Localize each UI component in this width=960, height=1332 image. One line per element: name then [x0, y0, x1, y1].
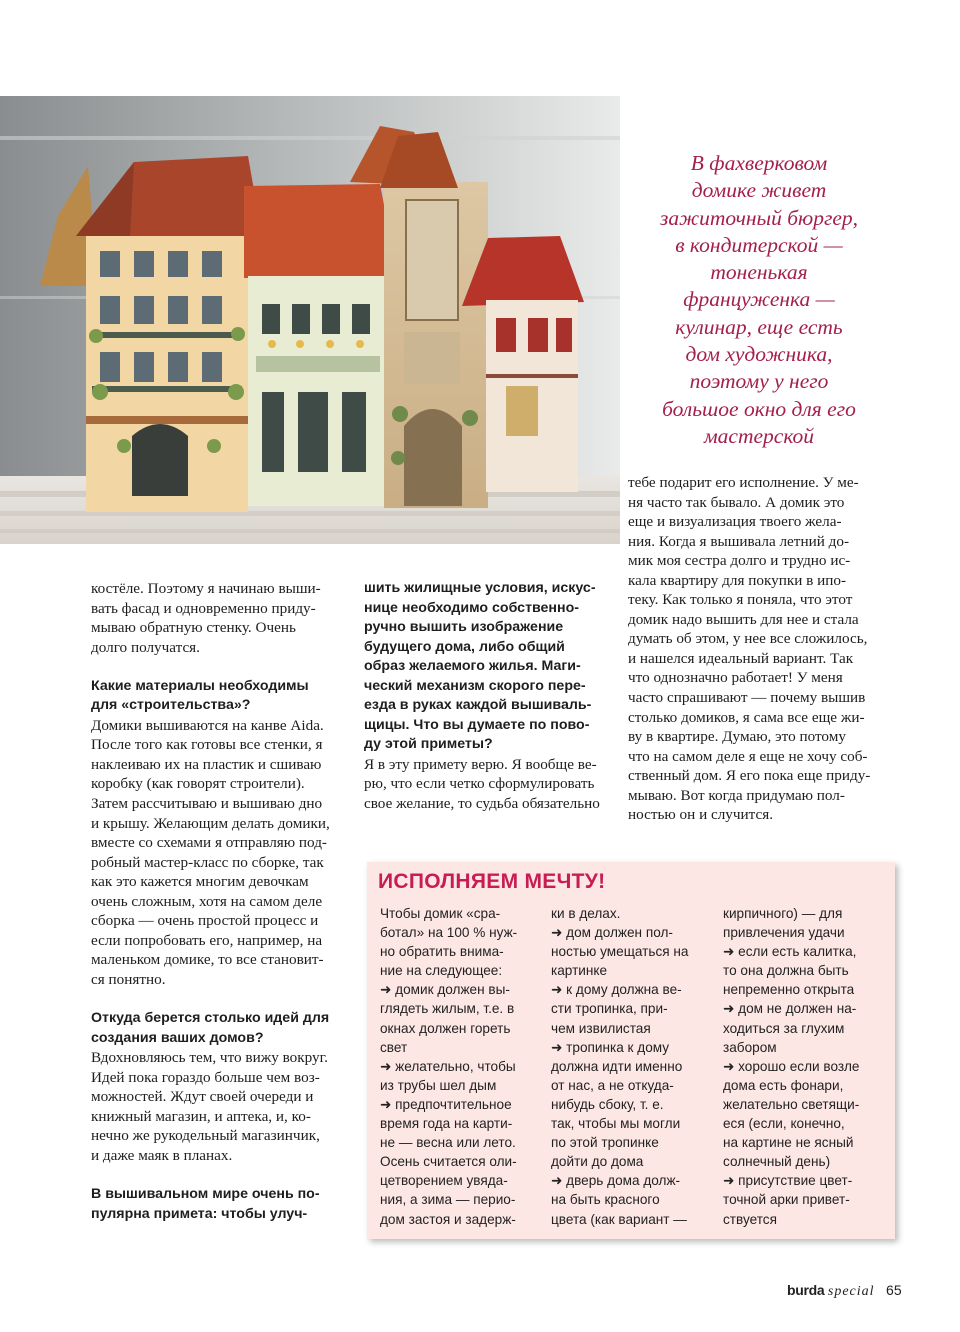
- tips-line: ходиться за глухим: [723, 1020, 845, 1036]
- pull-quote-line: домике живет: [691, 178, 827, 203]
- tips-line: ➜ тропинка к дому: [551, 1039, 670, 1055]
- article-line: что на самом деле я еще не хочу соб-: [628, 747, 868, 765]
- article-line: если попробовать его, например, на: [91, 931, 323, 949]
- article-column-2: [364, 579, 626, 814]
- pull-quote: [636, 150, 882, 450]
- article-line: еще и визуализация твоего жела-: [628, 513, 842, 531]
- tips-line: ➜ дом не должен на-: [723, 1001, 857, 1017]
- tips-line: еся (если, конечно,: [723, 1116, 845, 1132]
- article-line: для «строительства»?: [91, 697, 251, 714]
- article-line: часто спрашивают — почему вышив: [628, 689, 866, 707]
- tips-line: по этой тропинке: [551, 1135, 659, 1151]
- article-line: ручно вышить изображение: [364, 619, 564, 636]
- tips-line: ➜ если есть калитка,: [723, 944, 857, 960]
- article-line: Какие материалы необходимы: [91, 677, 309, 694]
- tips-line: Чтобы домик «сра-: [380, 906, 501, 921]
- tips-line: время года на карти-: [380, 1116, 513, 1132]
- article-line: долго получатся.: [91, 638, 200, 656]
- tips-line: свет: [380, 1039, 408, 1055]
- article-line: Откуда берется столько идей для: [91, 1010, 330, 1027]
- article-line: ственный дом. Я его пока еще приду-: [628, 767, 871, 785]
- tips-line: дома есть фонари,: [723, 1077, 844, 1093]
- tips-line: из трубы шел дым: [380, 1077, 497, 1093]
- article-line: шить жилищные условия, искус-: [364, 580, 596, 596]
- article-line: коробку (как говорят строители).: [91, 775, 305, 793]
- tips-line: солнечный день): [723, 1154, 831, 1170]
- page-footer: [787, 1282, 902, 1300]
- tips-line: нибудь сбоку, т. е.: [551, 1096, 664, 1112]
- tips-line: Осень считается оли-: [380, 1154, 517, 1170]
- article-line: пулярна примета: чтобы улуч-: [91, 1205, 308, 1222]
- article-line: кала квартиру для покупки в ипо-: [628, 571, 847, 589]
- pull-quote-line: тоненькая: [710, 260, 808, 285]
- tips-line: ➜ желательно, чтобы: [380, 1058, 516, 1074]
- article-line: Затем рассчитываю и вышиваю дно: [91, 795, 323, 813]
- article-line: ня часто так бывало. А домик это: [628, 493, 845, 511]
- tips-line: ки в делах.: [551, 906, 621, 921]
- article-line: мик моя сестра долго и трудно ис-: [628, 552, 851, 570]
- tips-line: ние на следующее:: [380, 963, 503, 979]
- article-column-1: [91, 579, 353, 1224]
- tips-box-column-3: [723, 904, 859, 1229]
- tips-line: сти тропинка, при-: [551, 1001, 668, 1017]
- article-line: мываю обратную стенку. Очень: [91, 619, 296, 637]
- tips-line: чем извилистая: [551, 1020, 651, 1036]
- article-line: наклеиваю их на пластик и сшиваю: [91, 755, 322, 773]
- tips-line: ностью умещаться на: [551, 944, 689, 960]
- tips-line: ➜ домик должен вы-: [380, 982, 510, 998]
- article-line: костёле. Поэтому я начинаю выши-: [91, 580, 321, 597]
- article-line: Я в эту примету верю. Я вообще ве-: [364, 755, 597, 773]
- tips-line: забором: [723, 1039, 777, 1055]
- tips-box-title: ИСПОЛНЯЕМ МЕЧТУ!: [378, 870, 606, 893]
- tips-box-column-1: [380, 904, 517, 1229]
- tips-line: не — весна или лето.: [380, 1135, 516, 1151]
- tips-line: цвета (как вариант —: [551, 1211, 687, 1227]
- article-line: езда в руках каждой вышиваль-: [364, 697, 592, 714]
- page-number: 65: [886, 1282, 902, 1298]
- tips-line: ботал» на 100 % нуж-: [380, 925, 518, 941]
- pull-quote-line: дом художника,: [685, 342, 833, 367]
- tips-line: должна идти именно: [551, 1058, 683, 1074]
- article-line: что однозначно работает! У меня: [628, 669, 843, 687]
- article-line: и нашелся идеальный вариант. Так: [628, 649, 854, 667]
- article-line: [91, 657, 353, 677]
- article-line: рю, что если четко сформулировать: [364, 775, 595, 793]
- article-line: [91, 989, 353, 1009]
- tips-line: дом застоя и задерж-: [380, 1211, 516, 1227]
- tips-line: дойти до дома: [551, 1154, 644, 1170]
- article-line: свое желание, то судьба обязательно: [364, 795, 600, 813]
- pull-quote-line: большое окно для его: [662, 396, 856, 421]
- tips-line: кирпичного) — для: [723, 906, 843, 921]
- article-line: В вышивальном мире очень по-: [91, 1185, 320, 1202]
- article-line: Идей пока гораздо больше чем воз-: [91, 1068, 320, 1086]
- article-line: книжный магазин, и аптека, и, ко-: [91, 1107, 311, 1125]
- article-line: мываю. Вот когда придумаю пол-: [628, 786, 845, 804]
- article-line: ностью он и случится.: [628, 806, 774, 824]
- article-line: [91, 1165, 353, 1185]
- article-column-3: [628, 473, 896, 825]
- tips-line: точной арки привет-: [723, 1192, 850, 1208]
- article-line: как это кажется многим девочкам: [91, 873, 309, 891]
- article-line: Вдохновляюсь тем, что вижу вокруг.: [91, 1049, 328, 1067]
- article-line: маленьком домике, то все становит-: [91, 951, 324, 969]
- tips-line: картинке: [551, 963, 608, 979]
- article-line: ся понятно.: [91, 970, 166, 988]
- tips-line: ния, а зима — перио-: [380, 1192, 516, 1208]
- article-line: столько домиков, я сама все еще жи-: [628, 708, 865, 726]
- article-line: робный мастер-класс по сборке, так: [91, 853, 324, 871]
- article-line: ву в квартире. Думаю, это потому: [628, 728, 846, 746]
- article-line: вместе со схемами я отправляю под-: [91, 834, 327, 852]
- tips-line: цетворением увяда-: [380, 1173, 508, 1189]
- article-line: и даже маяк в планах.: [91, 1146, 233, 1164]
- tips-line: ➜ хорошо если возле: [723, 1058, 860, 1074]
- pull-quote-line: в кондитерской —: [675, 232, 843, 257]
- pull-quote-line: француженка —: [683, 287, 835, 312]
- tips-line: то она должна быть: [723, 963, 849, 979]
- article-line: ческий механизм скорого пере-: [364, 677, 586, 694]
- tips-box-column-2: [551, 904, 688, 1229]
- pull-quote-line: поэтому у него: [689, 369, 829, 394]
- tips-line: желательно светящи-: [723, 1096, 860, 1112]
- article-line: щицы. Что вы думаете по пово-: [364, 716, 590, 733]
- tips-line: от нас, а не откуда-: [551, 1077, 674, 1093]
- tips-line: на быть красного: [551, 1192, 660, 1208]
- article-line: думать об этом, у нее все сложилось,: [628, 630, 868, 648]
- article-line: и крышу. Желающим делать домики,: [91, 814, 330, 832]
- photo-embroidered-houses: [0, 96, 620, 544]
- article-line: сборка — очень простой процесс и: [91, 912, 319, 930]
- tips-box: [367, 862, 895, 1239]
- pull-quote-line: кулинар, еще есть: [675, 314, 843, 339]
- article-line: После того как готовы все стенки, я: [91, 736, 323, 754]
- article-line: нечно же рукодельный магазинчик,: [91, 1127, 320, 1145]
- tips-line: окнах должен гореть: [380, 1020, 511, 1036]
- pull-quote-line: мастерской: [703, 423, 815, 448]
- tips-line: но обратить внима-: [380, 944, 504, 960]
- article-line: домик надо вышить для нее и стала: [628, 610, 859, 628]
- pull-quote-line: В фахверковом: [690, 151, 828, 175]
- tips-line: ➜ присутствие цвет-: [723, 1173, 853, 1189]
- article-line: Домики вышиваются на канве Aida.: [91, 716, 324, 734]
- tips-line: ➜ дом должен пол-: [551, 925, 673, 941]
- tips-line: ➜ дверь дома долж-: [551, 1173, 681, 1189]
- article-line: нице необходимо собственно-: [364, 599, 579, 616]
- tips-line: ствуется: [723, 1211, 777, 1227]
- tips-line: на картине не ясный: [723, 1135, 854, 1151]
- tips-line: непременно открыта: [723, 982, 855, 998]
- article-line: можностей. Ждут своей очереди и: [91, 1088, 314, 1106]
- article-line: образ желаемого жилья. Маги-: [364, 658, 581, 675]
- pull-quote-line: зажиточный бюргер,: [660, 205, 858, 230]
- article-line: тебе подарит его исполнение. У ме-: [628, 474, 859, 491]
- tips-line: ➜ к дому должна ве-: [551, 982, 682, 998]
- article-line: ду этой приметы?: [364, 736, 493, 753]
- tips-line: так, чтобы мы могли: [551, 1116, 681, 1132]
- article-line: создания ваших домов?: [91, 1029, 264, 1046]
- tips-line: глядеть жилым, т.е. в: [380, 1001, 515, 1017]
- article-line: очень сложным, хотя на самом деле: [91, 892, 323, 910]
- tips-line: ➜ предпочтительное: [380, 1096, 512, 1112]
- tips-line: привлечения удачи: [723, 925, 845, 941]
- article-line: теку. Как только я поняла, что этот: [628, 591, 853, 609]
- article-line: будущего дома, либо общий: [364, 638, 565, 655]
- article-line: вать фасад и одновременно приду-: [91, 599, 316, 617]
- brand-special: special: [827, 1284, 875, 1299]
- article-line: ния. Когда я вышивала летний до-: [628, 532, 849, 550]
- brand-logo: burda: [787, 1282, 825, 1298]
